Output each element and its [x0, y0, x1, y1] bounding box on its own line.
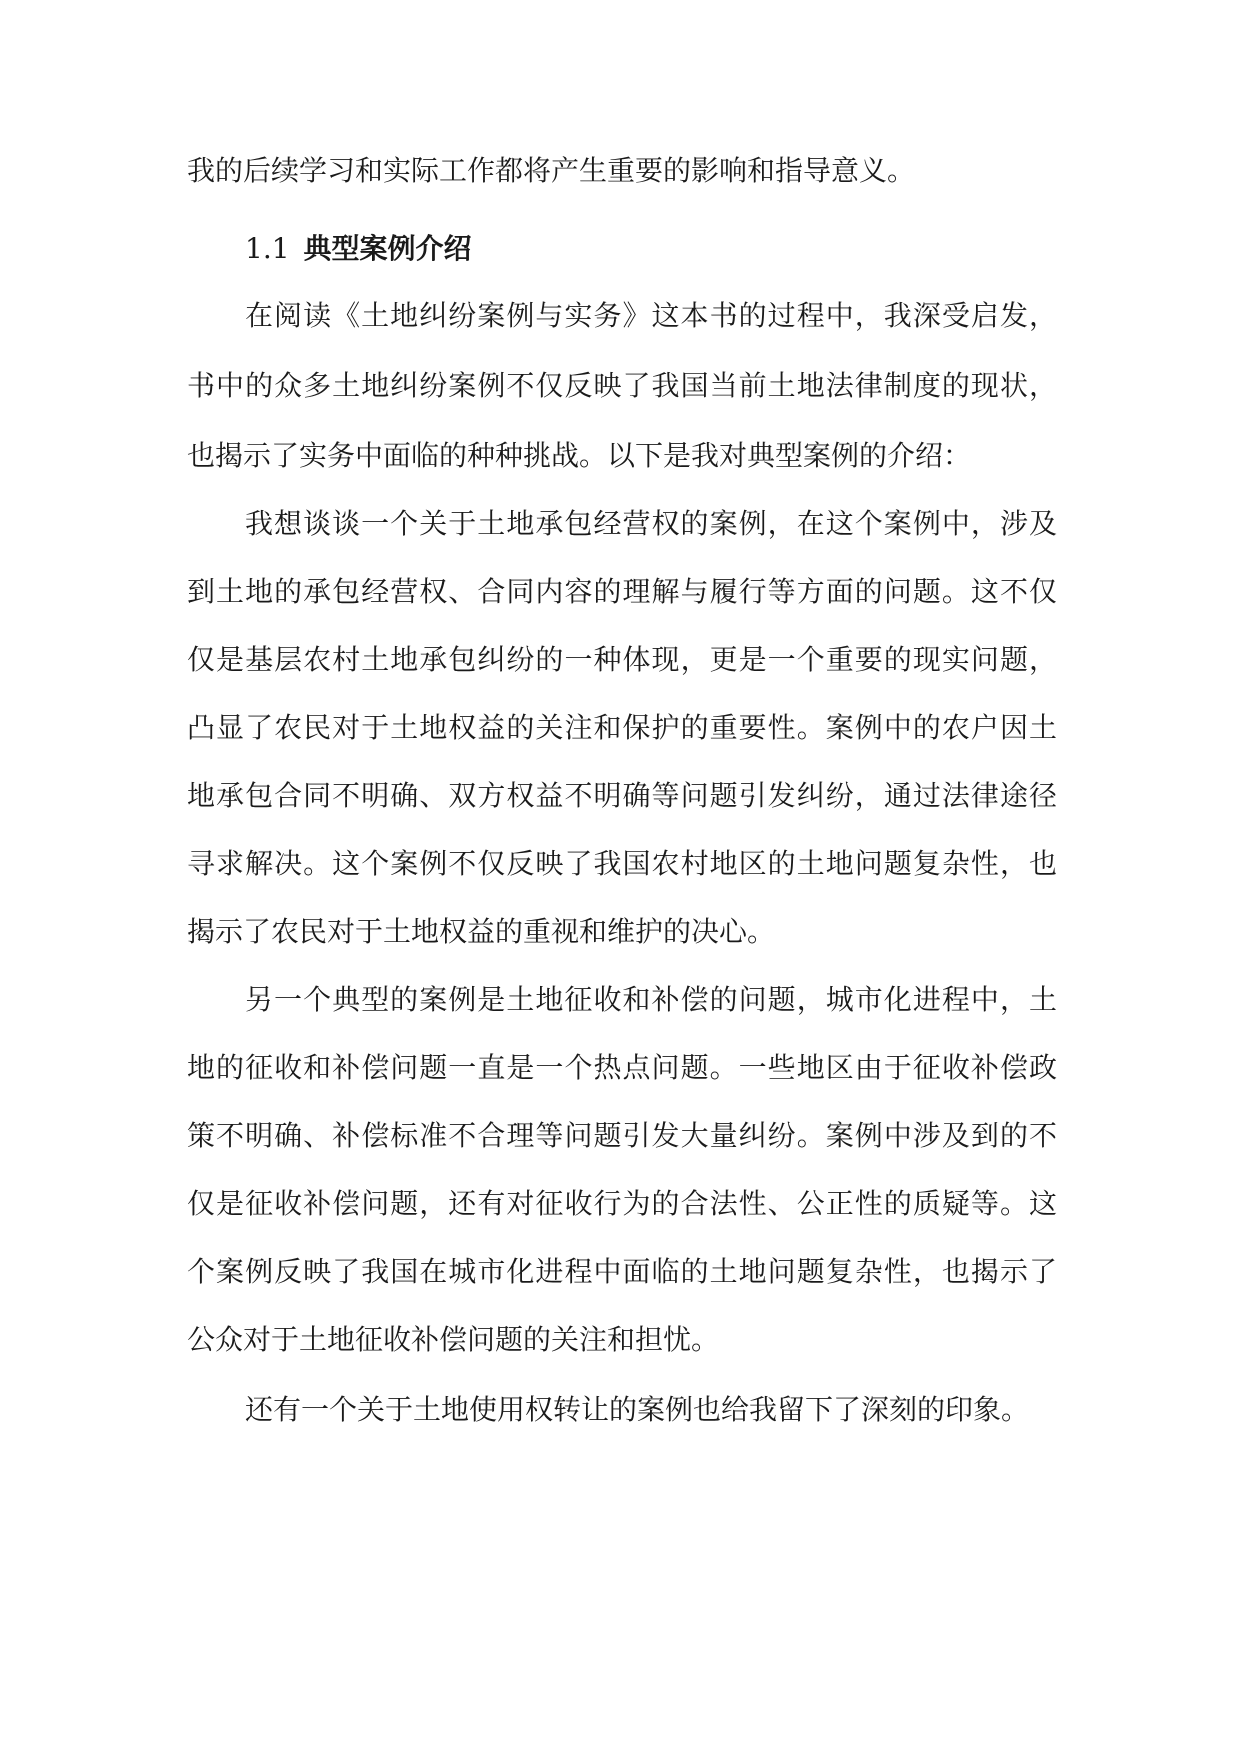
paragraph-line: 地的征收和补偿问题一直是一个热点问题。一些地区由于征收补偿政 [187, 1051, 1057, 1084]
paragraph-line: 也揭示了实务中面临的种种挑战。以下是我对典型案例的介绍： [187, 439, 972, 472]
paragraph-line: 仅是基层农村土地承包纠纷的一种体现，更是一个重要的现实问题， [187, 643, 1057, 676]
paragraph-line: 我想谈谈一个关于土地承包经营权的案例，在这个案例中，涉及 [245, 507, 1057, 540]
paragraph-line: 到土地的承包经营权、合同内容的理解与履行等方面的问题。这不仅 [187, 575, 1057, 608]
paragraph-line: 揭示了农民对于土地权益的重视和维护的决心。 [187, 915, 776, 948]
paragraph-line: 仅是征收补偿问题，还有对征收行为的合法性、公正性的质疑等。这 [187, 1187, 1057, 1220]
paragraph-line: 凸显了农民对于土地权益的关注和保护的重要性。案例中的农户因土 [187, 711, 1057, 744]
paragraph-line: 公众对于土地征收补偿问题的关注和担忧。 [187, 1323, 720, 1356]
paragraph-line: 个案例反映了我国在城市化进程中面临的土地问题复杂性，也揭示了 [187, 1255, 1057, 1288]
section-heading [245, 229, 472, 269]
section-number: 1.1 [245, 232, 290, 265]
paragraph-line: 在阅读《土地纠纷案例与实务》这本书的过程中，我深受启发， [245, 299, 1057, 332]
intro-line: 我的后续学习和实际工作都将产生重要的影响和指导意义。 [187, 154, 916, 187]
paragraph-line: 还有一个关于土地使用权转让的案例也给我留下了深刻的印象。 [245, 1393, 1030, 1426]
paragraph-line: 地承包合同不明确、双方权益不明确等问题引发纠纷，通过法律途径 [187, 779, 1057, 812]
paragraph-line: 书中的众多土地纠纷案例不仅反映了我国当前土地法律制度的现状， [187, 369, 1057, 402]
paragraph-line: 寻求解决。这个案例不仅反映了我国农村地区的土地问题复杂性，也 [187, 847, 1057, 880]
section-title: 典型案例介绍 [303, 232, 472, 265]
paragraph-line: 策不明确、补偿标准不合理等问题引发大量纠纷。案例中涉及到的不 [187, 1119, 1057, 1152]
paragraph-line: 另一个典型的案例是土地征收和补偿的问题，城市化进程中，土 [245, 983, 1057, 1016]
